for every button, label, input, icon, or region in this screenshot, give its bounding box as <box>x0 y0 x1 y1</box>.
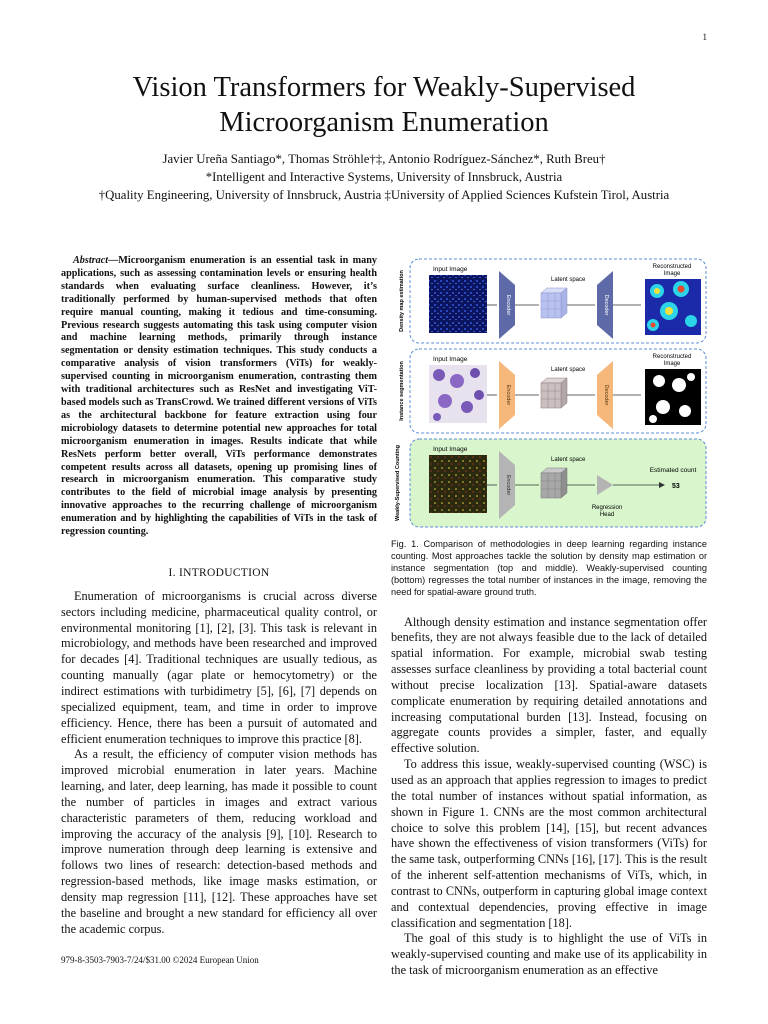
row3-input-image <box>429 455 487 513</box>
row3-latent-cube <box>541 468 567 498</box>
section-heading: I. INTRODUCTION <box>168 566 270 579</box>
title-line-2: Microorganism Enumeration <box>219 107 549 138</box>
row1-latent-label: Latent space <box>551 277 586 283</box>
figure-caption: Fig. 1. Comparison of methodologies in deep learning regarding instance counting. Most approaches tackle the solution by density map estimation or instance segmentation (top and middle). Weakly-supervised counting (bottom) regresses the total number of instances in the image, removing the need for spatial-aware ground truth. <box>391 539 707 597</box>
intro-paragraph-1: Enumeration of microorganisms is crucial across diverse sectors including medicine, pharmaceutical quality control, or environmental monitoring [1], [2], [3]. This task is relevant in microbiology, and methods have been researched and improved for decades [4]. Traditional techniques are usually tedious, as counting manually (agar plate or hemocytometry) or the indirect estimations with turbidimetry [5], [6], [7] depends on specialized equipment, team, and time in order to improve efficiency. Hence, there has been a pursuit of automated and efficient enumeration techniques to improve this practice [8]. <box>61 588 377 746</box>
row1-input-label: Input Image <box>433 266 468 273</box>
row1-recon-label-2: Image <box>663 271 681 277</box>
abstract-label: Abstract <box>73 255 109 266</box>
affiliation-line-2: †Quality Engineering, University of Innsbruck, Austria ‡University of Applied Sciences Kufstein Tirol, Austria <box>98 188 670 202</box>
copyright-footer: 979-8-3503-7903-7/24/$31.00 ©2024 European Union <box>61 955 259 965</box>
paper-title <box>40 70 728 140</box>
left-column <box>61 255 377 938</box>
row2-recon-label-2: Image <box>663 361 681 367</box>
row3-input-label: Input Image <box>433 446 468 453</box>
row-density-label: Density map estimation <box>399 270 405 332</box>
regression-label-2: Head <box>599 512 615 518</box>
figure-1 <box>391 255 707 533</box>
row3-encoder-label: Encoder <box>505 474 511 496</box>
row1-input-image <box>429 275 487 333</box>
regression-label-1: Regression <box>591 505 623 511</box>
row-wsc-label: Weakly-Supervised Counting <box>395 445 401 521</box>
page-number: 1 <box>702 32 707 42</box>
right-paragraph-1: Although density estimation and instance segmentation offer benefits, they are not always feasible due to the lack of detailed spatial information. For example, microbial swab testing assesses surface cleanliness by providing a total bacterial count without precise localization [13]. Spatial-aware datasets complicate enumeration by requiring detailed annotations and increasing computational burden [13]. Instead, focusing on aggregate counts provides a simpler, faster, and equally effective solution. <box>391 614 707 756</box>
row2-latent-cube <box>541 378 567 408</box>
row2-decoder-label: Decoder <box>603 384 609 406</box>
row2-input-label: Input Image <box>433 356 468 363</box>
row3-latent-label: Latent space <box>551 457 586 463</box>
abstract <box>61 255 377 539</box>
row-segmentation-label: Instance segmentation <box>399 361 405 421</box>
estimated-count-label: Estimated count <box>649 467 697 474</box>
title-line-1: Vision Transformers for Weakly-Supervised <box>132 72 636 103</box>
row1-recon-label-1: Reconstructed <box>652 264 692 270</box>
row2-encoder-label: Encoder <box>505 384 511 406</box>
abstract-text: —Microorganism enumeration is an essential task in many applications, such as assessing contamination levels or ensuring health standards when evaluating surface cleanliness. However, it’s traditionally performed by human-supervised methods that often require manual counting, making it tedious and time-consuming. Previous research suggests automating this task using computer vision and machine learning methods, primarily through instance segmentation or density estimation techniques. This study conducts a comparative analysis of vision transformers (ViTs) for weakly-supervised counting in microorganism enumeration, contrasting them with traditional architectures such as ResNet and investigating ViT-based models such as TransCrowd. We trained different versions of ViTs as the architectural backbone for feature extraction using four microbiology datasets to determine potential new approaches for total microorganism enumeration in images. Results indicate that while ResNets perform better overall, ViTs performance demonstrates competent results across all datasets, opening up promising lines of research in microorganism enumeration. This comparative study contributes to the field of microbial image analysis by presenting innovative approaches to the recurring challenge of microorganism enumeration and by highlighting the capabilities of ViTs in the task of regression counting. <box>61 255 377 538</box>
estimated-count-value: 53 <box>672 483 680 490</box>
row1-encoder-label: Encoder <box>505 294 511 316</box>
author-block <box>40 150 728 204</box>
row2-recon-label-1: Reconstructed <box>652 354 692 360</box>
row2-input-image <box>429 365 487 423</box>
row1-latent-cube <box>541 288 567 318</box>
row1-density-output <box>645 279 701 335</box>
row2-mask-output <box>645 369 701 425</box>
row1-decoder-label: Decoder <box>603 294 609 316</box>
right-column <box>391 255 707 979</box>
intro-paragraph-2: As a result, the efficiency of computer vision methods has improved microbial enumeration in later years. Machine learning, and later, deep learning, has made it possible to count the number of particles in images and extract various characteristic parameters of them, reducing workload and improving the accuracy of the analysis [9], [10]. Research to improve numeration through deep learning is extensive and follows two lines of research: detection-based methods and regression-based methods, like image masks estimation, or density map regression [11], [12]. These approaches have set the baseline and brought a new standard for efficiency all over the academic corpus. <box>61 747 377 936</box>
affiliation-line-1: *Intelligent and Interactive Systems, University of Innsbruck, Austria <box>205 170 563 184</box>
methodology-diagram <box>391 255 707 533</box>
row2-latent-label: Latent space <box>551 367 586 373</box>
right-paragraph-2: To address this issue, weakly-supervised counting (WSC) is used as an approach that applies regression to images to predict the total number of instances without spatial information, as shown in Figure 1. CNNs are the most common architectural choice to solve this problem [14], [15], but recent advances have shown the effectiveness of vision transformers (ViTs) for the same task, outperforming CNNs [16], [17]. This is the result of the inherent self-attention mechanisms of ViTs, which, in contrast to CNNs, outperform in capturing global image context and contextual dependencies, proving effective in image classification and segmentation [18]. <box>391 757 707 930</box>
right-body <box>391 615 707 979</box>
authors-line: Javier Ureña Santiago*, Thomas Ströhle†‡, Antonio Rodríguez-Sánchez*, Ruth Breu† <box>162 152 606 166</box>
right-paragraph-3: The goal of this study is to highlight the use of ViTs in weakly-supervised counting and make use of its applicability in the task of microorganism enumeration as an effective <box>391 931 707 978</box>
